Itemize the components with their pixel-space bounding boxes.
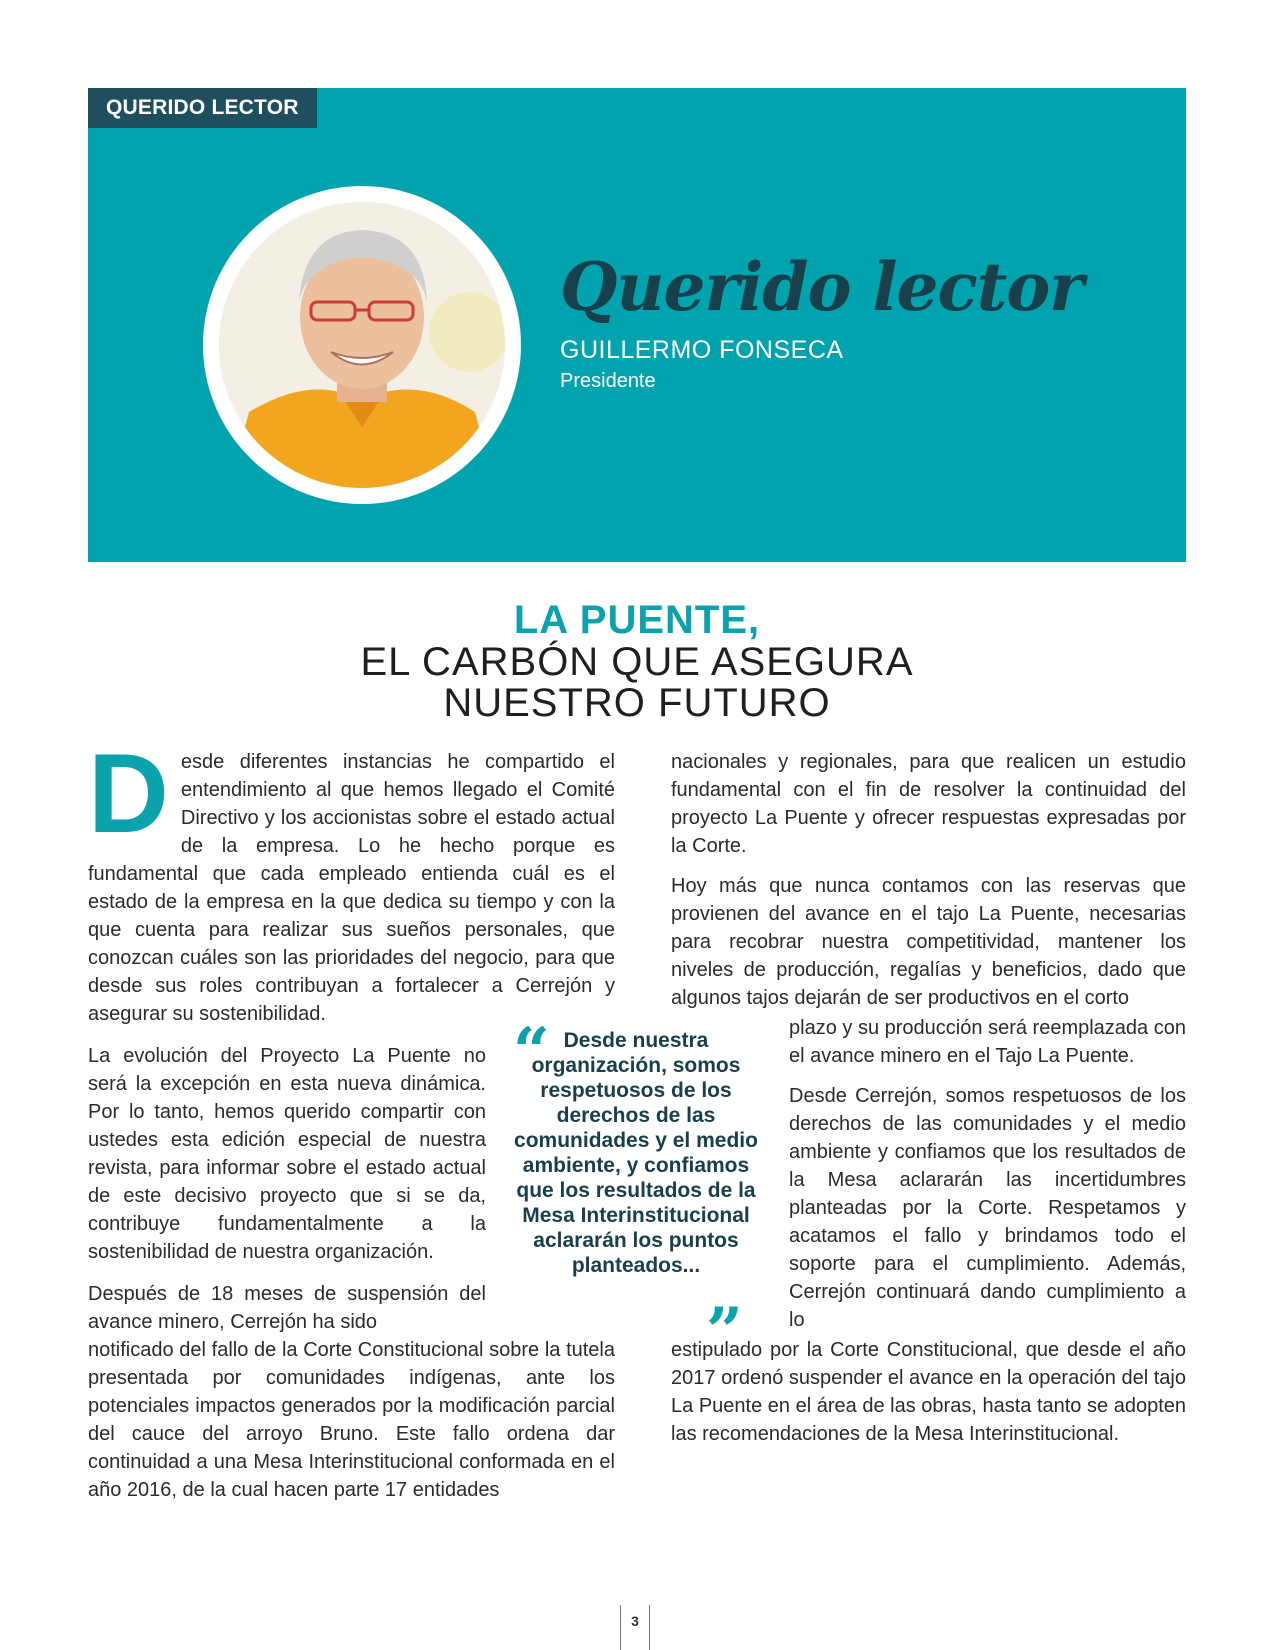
article-column-right-mid [789,1014,1186,1346]
article-column-left-mid [88,1042,486,1278]
paragraph-4: nacionales y regionales, para que realicen un estudio fundamental con el fin de resolver la continuidad del proyecto La Puente y ofrecer respuestas expresadas por la Corte. [671,751,1186,857]
open-quote-icon: “ [513,1014,550,1089]
paragraph-3-rest: notificado del fallo de la Corte Constitucional sobre la tutela presentada por comunidades indígenas, ante los potenciales impactos generados por la modificación parcial del cauce del arroyo Bruno. Este fallo ordena dar continuidad a una Mesa Interinstitucional conformada en el año 2016, de la cual hacen parte 17 entidades [88,1339,615,1501]
paragraph-2: La evolución del Proyecto La Puente no será la excepción en esta nueva dinámica. Por lo tanto, hemos querido compartir con ustedes esta edición especial de nuestra revista, para informar sobre el estado actual de este decisivo proyecto que si se da, contribuye fundamentalmente a la sostenibilidad de nuestra organización. [88,1045,486,1263]
author-role: Presidente [560,370,656,392]
headline-line-3: NUESTRO FUTURO [443,681,831,725]
article-column-right-bottom [671,1336,1186,1460]
author-portrait [219,202,505,488]
headline-line-2: EL CARBÓN QUE ASEGURA [360,640,914,684]
author-portrait-frame [203,186,521,504]
header-banner [88,88,1186,562]
author-name: GUILLERMO FONSECA [560,336,844,364]
paragraph-5-rest: plazo y su producción será reemplazada con el avance minero en el Tajo La Puente. [789,1017,1186,1067]
article-column-left-top [88,731,615,1040]
paragraph-3-start: Después de 18 meses de suspensión del avance minero, Cerrejón ha sido [88,1283,486,1333]
page-number: 3 [620,1605,650,1650]
paragraph-5-start: Hoy más que nunca contamos con las reservas que provienen del avance en el tajo La Puente, necesarias para recobrar nuestra competitividad, mantener los niveles de producción, regalías y beneficios, dado que algunos tajos dejarán de ser productivos en el corto [671,875,1186,1009]
pull-quote: Desde nuestra organización, somos respetuosos de los derechos de las comunidades y el medio ambiente, y confiamos que los resultados de la Mesa Interinstitucional aclararán los puntos planteados... [514,1029,758,1277]
close-quote-icon: ” [706,1294,743,1369]
article-column-left-bottom-b [88,1336,615,1516]
paragraph-1-text: esde diferentes instancias he compartido el entendimiento al que hemos llegado el Comité Directivo y los accionistas sobre el estado actual de la empresa. Lo he hecho porque es fundamental que cada empleado entienda cuál es el estado de la empresa en la que dedica su tiempo y con la que cuenta para realizar sus sueños personales, que conozcan cuáles son las prioridades del negocio, para que desde sus roles contribuyan a fortalecer a Cerrejón y asegurar su sostenibilidad. [88,751,615,1025]
article-column-right-top [671,748,1186,1024]
section-tag: QUERIDO LECTOR [88,88,317,128]
paragraph-6-start: Desde Cerrejón, somos respetuosos de los derechos de las comunidades y el medio ambiente y confiamos que los resultados de la Mesa aclararán las incertidumbres planteadas por la Corte. Respetamos y acatamos el fallo y brindamos todo el soporte para el cumplimiento. Además, Cerrejón continuará dando cumplimiento a lo [789,1085,1186,1331]
headline-line-1: LA PUENTE, [513,598,761,642]
drop-cap: D [88,731,169,856]
script-title: Querido lector [560,248,1083,326]
paragraph-6-rest: estipulado por la Corte Constitucional, que desde el año 2017 ordenó suspender el avance en la operación del tajo La Puente en el área de las obras, hasta tanto se adopten las recomendaciones de la Mesa Interinstitucional. [671,1339,1186,1445]
paragraph-1 [88,731,615,1028]
